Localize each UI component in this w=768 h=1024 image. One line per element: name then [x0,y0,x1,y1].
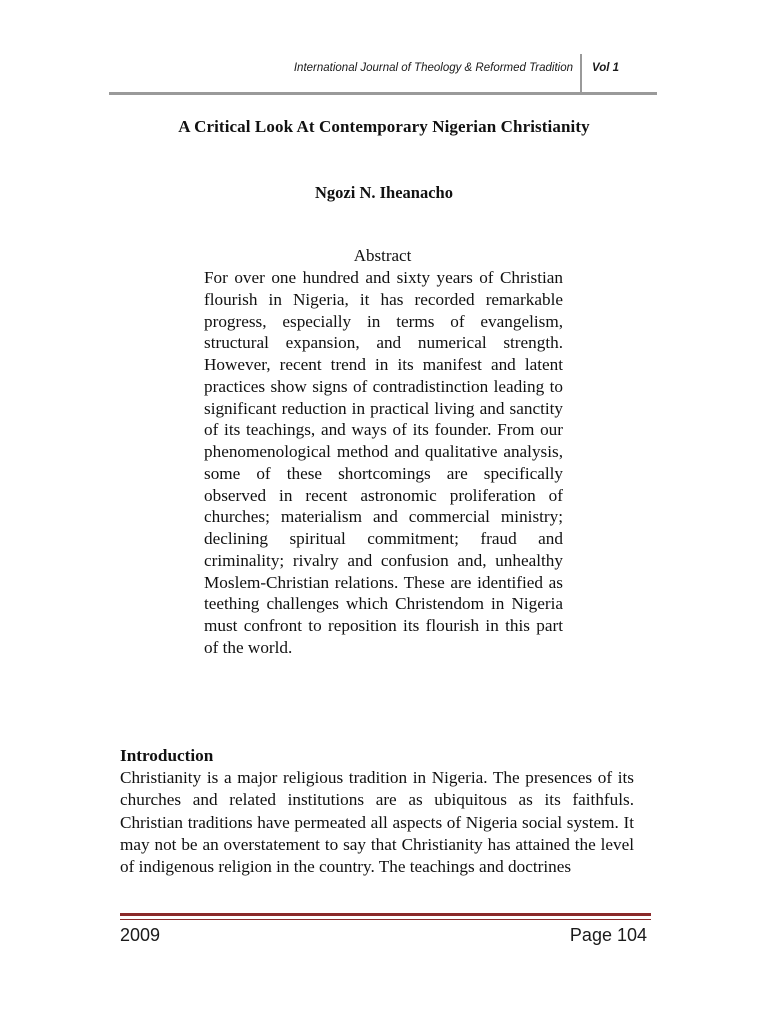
footer-rule-thin [120,919,651,920]
page-number: Page 104 [569,925,647,945]
author-name: Ngozi N. Iheanacho [315,183,453,202]
abstract-text: For over one hundred and sixty years of Christian flourish in Nigeria, it has recorded remarkable progress, especially in terms of evangelism, structural expansion, and numerical strength. However, recent trend in its manifest and latent practices show signs of contradistinction leading to significant reduction in practical living and sanctity of its teachings, and ways of its founder. From our phenomenological method and qualitative analysis, some of these shortcomings are specifically observed in recent astronomic proliferation of churches; materialism and commercial ministry; declining spiritual commitment; fraud and criminality; rivalry and confusion and, unhealthy Moslem-Christian relations. These are identified as teething challenges which Christendom in Nigeria must confront to reposition its flourish in this part of the world. [204,268,563,657]
section-heading-introduction: Introduction [120,746,214,765]
article-title: A Critical Look At Contemporary Nigerian Christianity [178,117,590,136]
running-header [120,60,657,92]
journal-title: International Journal of Theology & Reformed Tradition [293,62,573,74]
header-rule [109,92,657,95]
volume-label: Vol 1 [592,62,620,74]
footer-year: 2009 [120,925,161,945]
abstract-heading: Abstract [353,246,412,265]
footer-rule [120,913,651,916]
header-divider [580,54,582,92]
introduction-text: Christianity is a major religious tradition in Nigeria. The presences of its churches and related institutions are as ubiquitous as its faithfuls. Christian traditions have permeated all aspects of Nigeria social system. It may not be an overstatement to say that Christianity has attained the level of indigenous religion in the country. The teachings and doctrines [120,768,634,877]
